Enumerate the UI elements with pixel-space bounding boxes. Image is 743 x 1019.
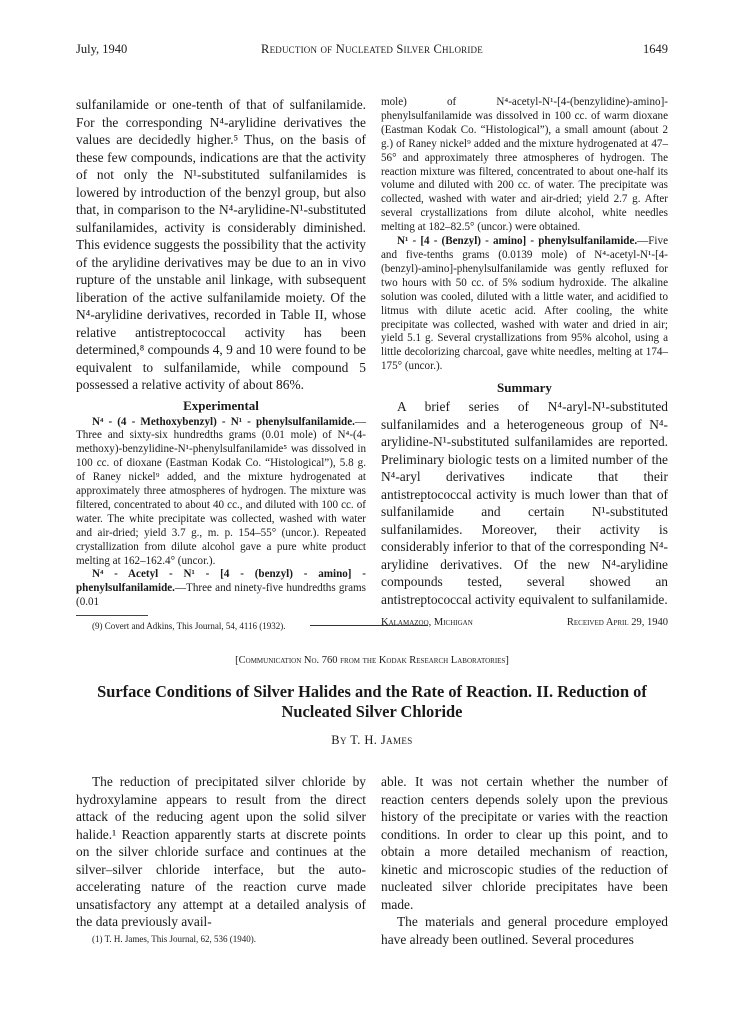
experiment-2-text: —Three and ninety-five hundredths grams (0.01 <box>76 582 366 609</box>
article-separator <box>310 625 428 626</box>
header-date: July, 1940 <box>76 42 128 56</box>
experiment-1-text: —Three and sixty-six hundredths grams (0.01 mole) of N⁴-(4-methoxy)-benzylidine-N¹-phenylsulfanilamide⁵ was dissolved in 100 cc. of dioxane (Eastman Kodak Co. “Histological”), 5.8 g. of Raney nickel⁹ added, and the mixture hydrogenated at approximately three atmospheres of hydrogen. The mixture was filtered, concentrated to about 40 cc., and diluted with 100 cc. of water. The white precipitate was collected, washed with water and air-dried; yield 3.7 g., m. p. 154–55° (uncor.). Repeated crystallization from dilute alcohol gave a pure white product melting at 162–162.4° (uncor.). <box>76 415 366 567</box>
article-title-line-2: Nucleated Silver Chloride <box>281 702 463 721</box>
footnote-1: (1) T. H. James, This Journal, 62, 536 (1940). <box>92 933 256 944</box>
running-header <box>76 42 668 62</box>
experiment-2-continued: mole) of N⁴-acetyl-N¹-[4-(benzylidine)-amino]-phenylsulfanilamide was dissolved in 100 cc. of warm dioxane (Eastman Kodak Co. “Histological”), a small amount (about 2 g.) of Raney nickel⁹ added and the mixture hydrogenated at 47–56° and approximately three atmospheres of hydrogen. The reaction mixture was filtered, concentrated to about one-half its volume and diluted with 200 cc. of water. The precipitate was collected, washed with water and air-dried; yield 2.7 g. After several crystallizations from dilute alcohol, white needles melting at 182–82.5° (uncor.) were obtained. <box>381 96 668 234</box>
summary-paragraph: A brief series of N⁴-aryl-N¹-substituted sulfanilamides and a heterogeneous group of N⁴-arylidine-N¹-substituted sulfanilamides are reported. Preliminary biologic tests on a limited number of the N⁴-aryl derivatives indicate that their antistreptococcal activity is much lower than that of sulfanilamide and certain N¹-substituted sulfanilamides. Moreover, their activity is considerably inferior to that of the corresponding N⁴-arylidine derivatives. Of the new N⁴-arylidine compounds tested, several showed an antistreptococcal activity equivalent to sulfanilamide. <box>381 399 668 607</box>
compound-3-name: N¹ - [4 - (Benzyl) - amino] - phenylsulfanilamide. <box>397 235 638 248</box>
article2-left-paragraph: The reduction of precipitated silver chloride by hydroxylamine appears to result from the direct attack of the reducing agent upon the solid silver halide.¹ Reaction apparently starts at discrete points on the silver chloride surface and continues at the silver–silver chloride interface, but the auto-accelerating nature of the reaction curve made unsatisfactory any attempt at a detailed analysis of the data previously avail- <box>76 774 366 929</box>
location: Kalamazoo, Michigan <box>381 617 473 629</box>
author-byline: By T. H. James <box>331 733 413 747</box>
article-title-line-1: Surface Conditions of Silver Halides and the Rate of Reaction. II. Reduction of <box>97 682 647 701</box>
received-date: Received April 29, 1940 <box>566 617 668 629</box>
summary-heading: Summary <box>497 380 552 396</box>
experiment-3-text: —Five and five-tenths grams (0.0139 mole) of N⁴-acetyl-N¹-[4-(benzyl)-amino]-phenylsulfanilamide was gently refluxed for two hours with 50 cc. of 5% sodium hydroxide. The alkaline solution was cooled, diluted with a little water, and acidified to litmus with dilute acetic acid. After cooling, the white precipitate was collected, washed with water and dried in air; yield 5.1 g. Several crystallizations from 95% alcohol, using a little decolorizing charcoal, gave white needles, melting at 174–175° (uncor.). <box>381 235 668 373</box>
right-column-bottom <box>381 773 668 948</box>
compound-2-name: N⁴ - Acetyl - N¹ - [4 - (benzyl) - amino] - phenylsulfanilamide. <box>76 568 366 595</box>
experiment-1 <box>76 416 366 569</box>
article2-right-paragraph-1: able. It was not certain whether the number of reaction centers depends solely upon the previous history of the precipitate or varies with the reaction conditions. In order to clear up this point, and to obtain a more detailed mechanism of reaction, kinetic and microscopic studies of the reduction of nucleated silver chloride precipitates have been made. <box>381 774 668 912</box>
experimental-heading: Experimental <box>183 397 259 413</box>
header-page-number: 1649 <box>643 42 668 56</box>
article-title <box>76 682 668 722</box>
location-line <box>381 617 668 628</box>
left-column-top <box>76 96 366 632</box>
article2-right-paragraph-2: The materials and general procedure employed have already been outlined. Several procedures <box>381 914 668 947</box>
left-column-bottom <box>76 773 366 945</box>
right-column-top <box>381 96 668 628</box>
experiment-2 <box>76 568 366 610</box>
footnote-9: (9) Covert and Adkins, This Journal, 54, 4116 (1932). <box>92 621 286 632</box>
compound-1-name: N⁴ - (4 - Methoxybenzyl) - N¹ - phenylsulfanilamide. <box>92 415 355 428</box>
header-running-title: Reduction of Nucleated Silver Chloride <box>261 42 483 56</box>
experiment-3 <box>381 235 668 374</box>
communication-line: [Communication No. 760 from the Kodak Research Laboratories] <box>235 655 509 666</box>
intro-paragraph: sulfanilamide or one-tenth of that of sulfanilamide. For the corresponding N⁴-arylidine derivatives the values are decidedly higher.⁵ Thus, on the basis of these few compounds, indications are that the activity of not only the N¹-substituted sulfanilamides is lowered by introduction of the benzyl group, but also that, in comparison to the N⁴-arylidine-N¹-substituted sulfanilamides, activity is considerably diminished. This evidence suggests the possibility that the activity of the arylidine derivatives may be due to an in vivo rupture of the unstable anil linkage, with subsequent liberation of the active sulfanilamide moiety. Of the N⁴-arylidine derivatives, recorded in Table II, whose relative antistreptococcal activity has been determined,⁸ compounds 4, 9 and 10 were found to be equivalent to sulfanilamide, while compound 5 possessed a relative activity of about 86%. <box>76 97 366 392</box>
footnote-rule <box>76 615 148 616</box>
